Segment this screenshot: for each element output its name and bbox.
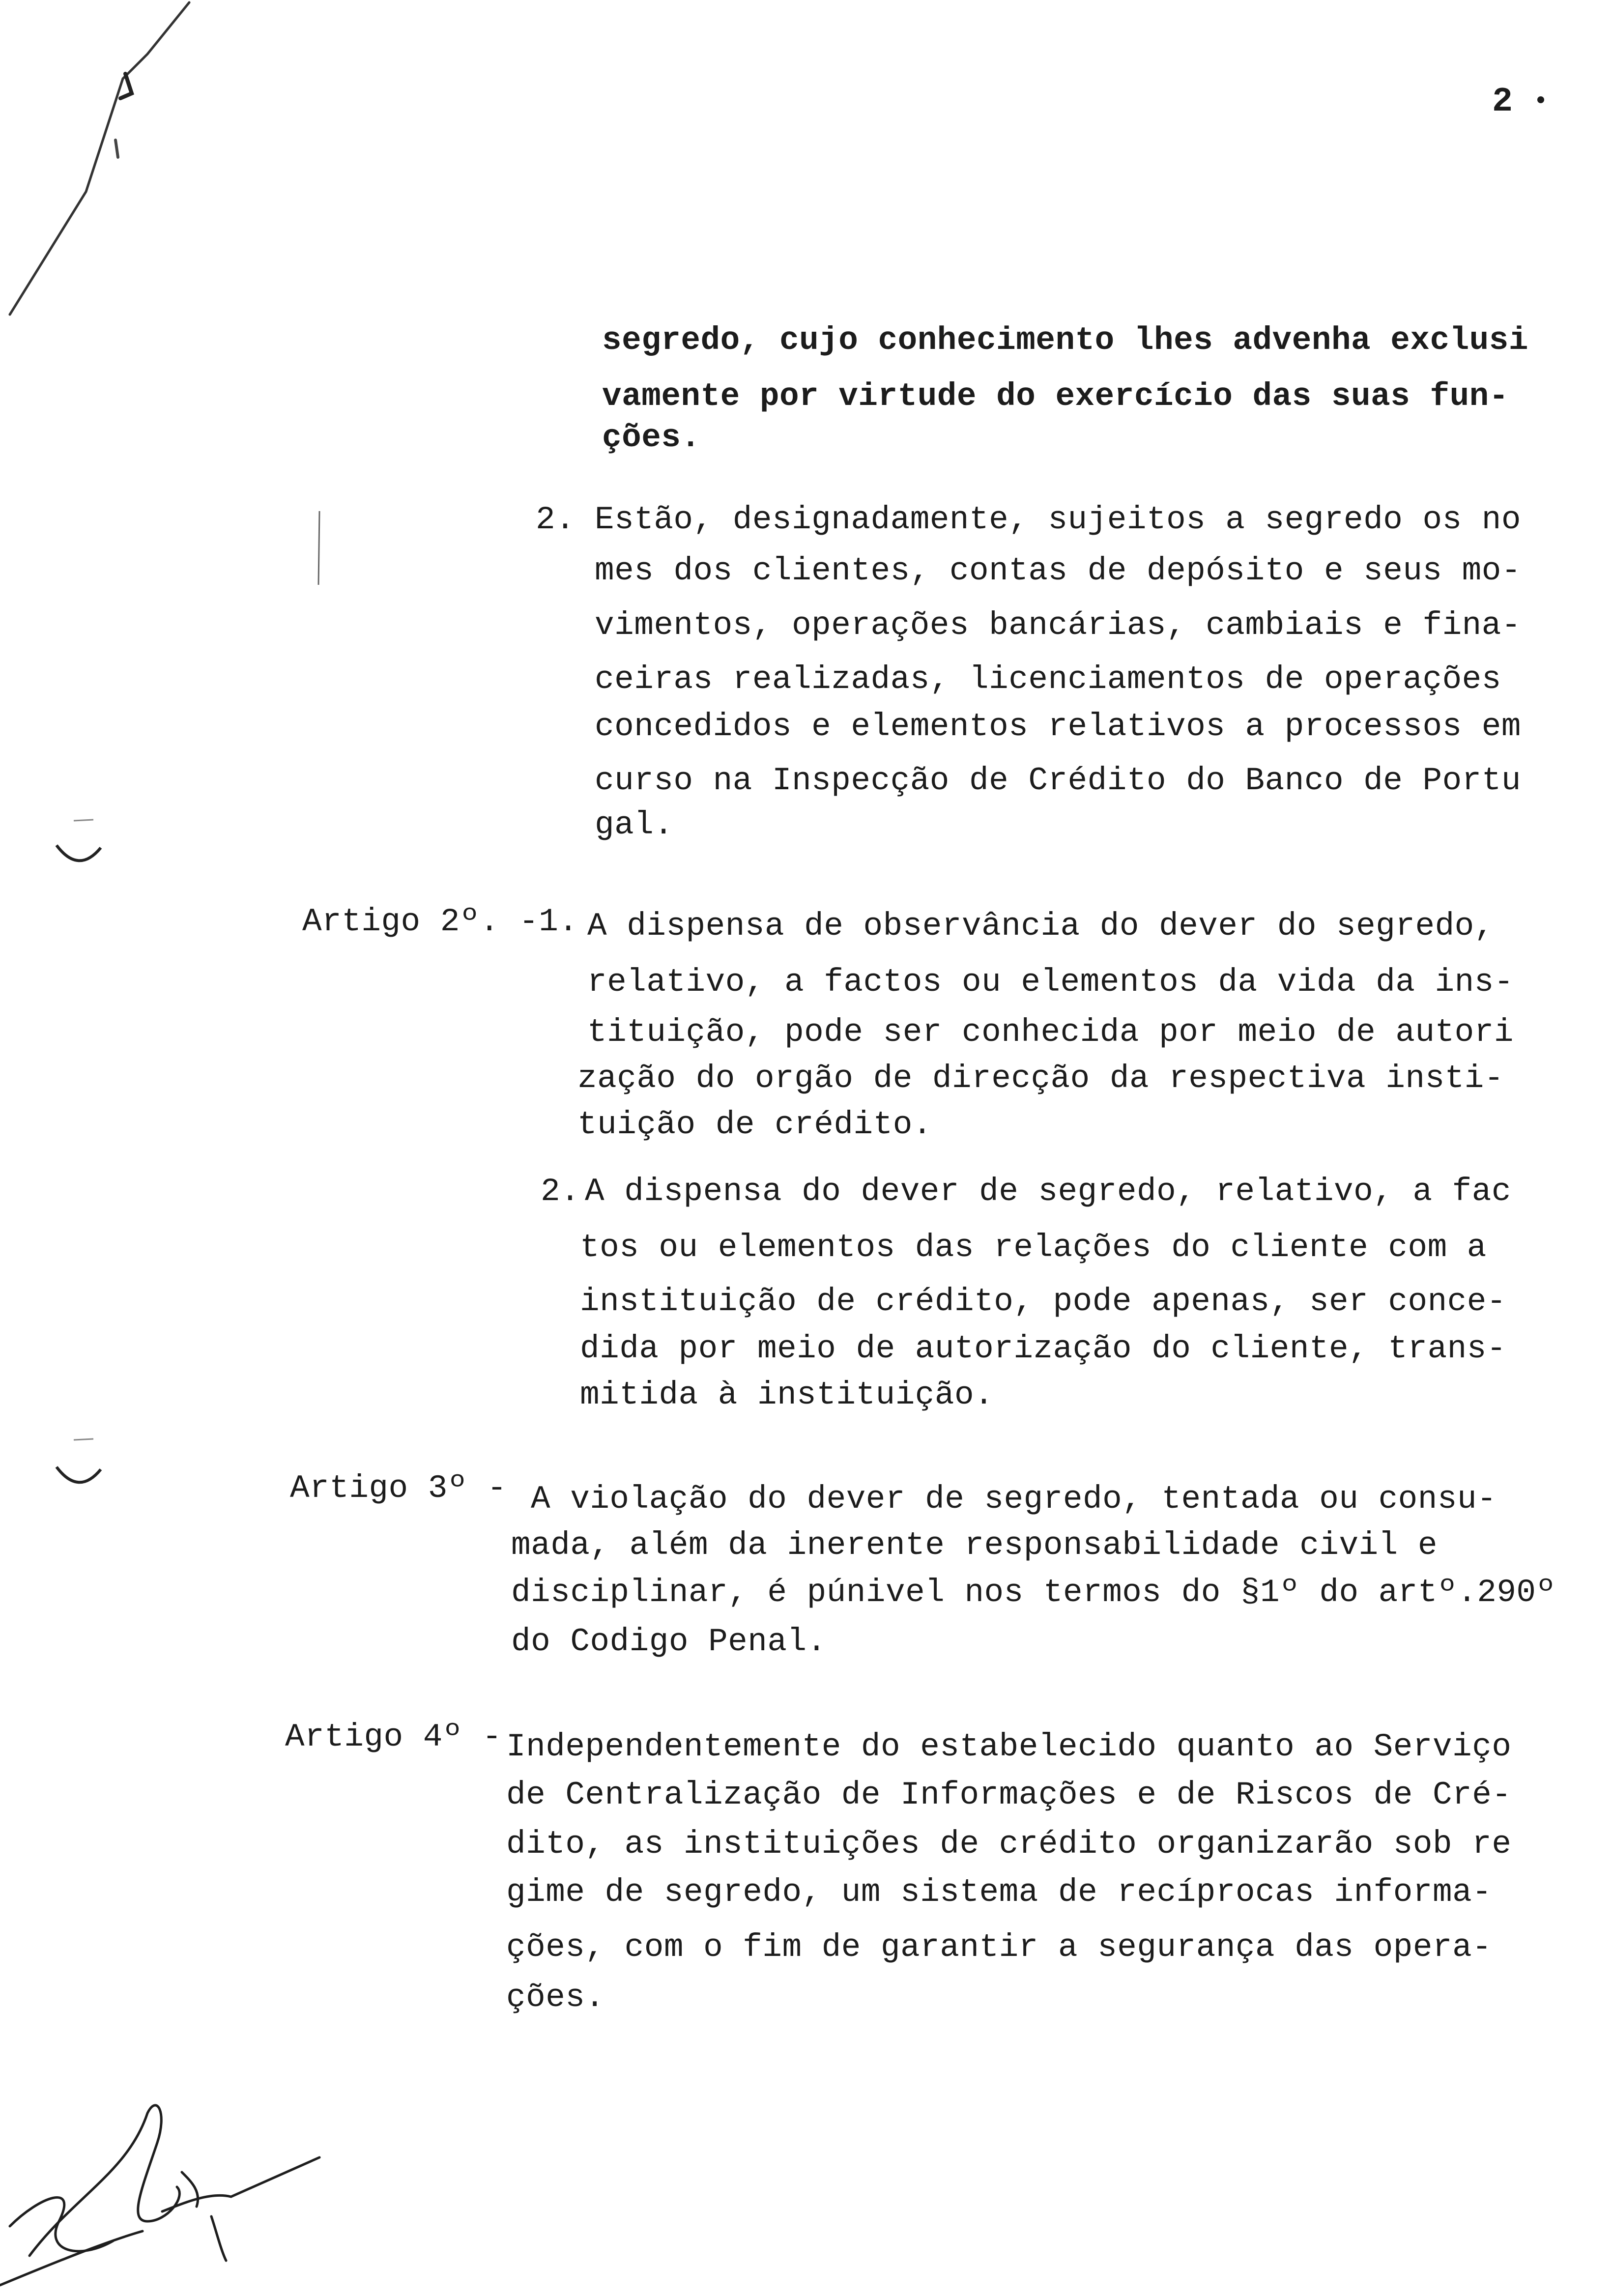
- section2-line-3: vimentos, operações bancárias, cambiais e fina-: [595, 607, 1522, 644]
- artigo3-line-3: disciplinar, é púnivel nos termos do §1º do artº.290º: [511, 1574, 1556, 1611]
- artigo2-item2-line-5: mitida à instituição.: [580, 1377, 994, 1413]
- artigo4-line-1: Independentemente do estabelecido quanto ao Serviço: [506, 1728, 1512, 1765]
- artigo3-heading: Artigo 3º -: [290, 1470, 527, 1507]
- artigo2-item2-line-3: instituição de crédito, pode apenas, ser conce-: [580, 1283, 1507, 1320]
- artigo4-line-5: ções, com o fim de garantir a segurança das opera-: [506, 1929, 1492, 1966]
- artigo4-line-2: de Centralização de Informações e de Riscos de Cré-: [506, 1777, 1512, 1813]
- artigo2-line-2: relativo, a factos ou elementos da vida da ins-: [587, 964, 1514, 1001]
- artigo2-item2-line-1: A dispensa do dever de segredo, relativo, a fac: [585, 1173, 1512, 1210]
- artigo3-line-4: do Codigo Penal.: [511, 1623, 827, 1660]
- section2-line-4: ceiras realizadas, licenciamentos de operações: [595, 661, 1501, 698]
- artigo3-line-1: A violação do dever de segredo, tentada ou consu-: [531, 1481, 1497, 1518]
- section2-line-7: gal.: [595, 806, 674, 843]
- page-number-dot: [1537, 96, 1544, 103]
- section2-line-2: mes dos clientes, contas de depósito e seus mo-: [595, 552, 1522, 589]
- section2-line-1: Estão, designadamente, sujeitos a segredo os no: [595, 501, 1522, 538]
- artigo2-line-1: A dispensa de observância do dever do segredo,: [587, 908, 1494, 945]
- artigo2-item2-line-4: dida por meio de autorização do cliente, trans-: [580, 1330, 1507, 1367]
- section2-line-6: curso na Inspecção de Crédito do Banco de Portu: [595, 762, 1522, 799]
- artigo4-line-4: gime de segredo, um sistema de recíprocas informa-: [506, 1874, 1492, 1911]
- signature: [0, 2105, 319, 2285]
- artigo4-line-3: dito, as instituições de crédito organizarão sob re: [506, 1826, 1512, 1863]
- artigo2-line-4: zação do orgão de direcção da respectiva insti-: [577, 1060, 1504, 1097]
- artigo4-line-6: ções.: [506, 1979, 605, 2016]
- artigo2-item2-marker: 2.: [541, 1173, 580, 1210]
- page-number: 2: [1492, 83, 1513, 121]
- artigo4-heading: Artigo 4º -: [285, 1719, 502, 1755]
- section2-line-5: concedidos e elementos relativos a processos em: [595, 708, 1522, 745]
- artigo2-heading: Artigo 2º. -1.: [302, 903, 578, 940]
- section1-line-1: segredo, cujo conhecimento lhes advenha exclusi: [602, 322, 1529, 359]
- artigo3-line-2: mada, além da inerente responsabilidade civil e: [511, 1527, 1438, 1564]
- artigo2-item2-line-2: tos ou elementos das relações do cliente com a: [580, 1229, 1487, 1266]
- section1-line-2: vamente por virtude do exercício das suas fun-: [602, 378, 1509, 415]
- section1-line-3: ções.: [602, 419, 701, 456]
- section2-marker: 2.: [536, 501, 576, 538]
- artigo2-line-5: tuição de crédito.: [577, 1106, 932, 1143]
- artigo2-line-3: tituição, pode ser conhecida por meio de autori: [587, 1014, 1514, 1051]
